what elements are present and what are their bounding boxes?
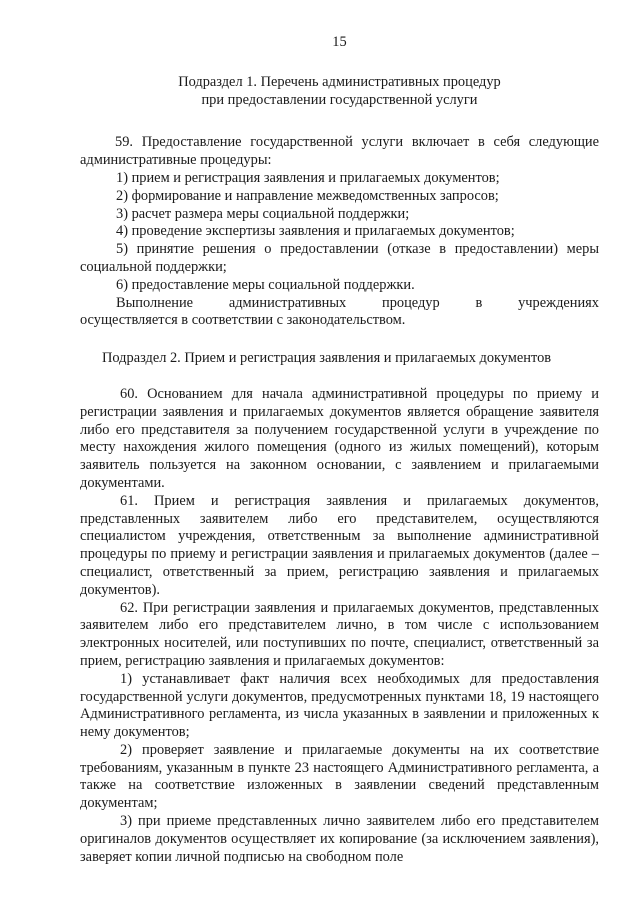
procedure-item-6: 6) предоставление меры социальной поддержки. bbox=[116, 276, 415, 293]
paragraph-62-intro: 62. При регистрации заявления и прилагаемых документов, представленных заявителем либо его представителем лично, в том числе с использованием электронных носителей, или поступивших по почте, специалист, ответственный за прием, регистрацию заявления и прилагаемых документов: bbox=[80, 599, 599, 669]
subsection-1-title-line-2: при предоставлении государственной услуги bbox=[201, 91, 478, 108]
paragraph-59-closing-line-1: Выполнение административных процедур в учреждениях bbox=[116, 294, 599, 311]
paragraph-61: 61. Прием и регистрация заявления и прилагаемых документов, представленных заявителем либо его представителем, осуществляются специалистом учреждения, ответственным за выполнение административной процедуры по приему и регистрации заявления и прилагаемых документов (далее – специалист, ответственный за прием, регистрацию заявления и прилагаемых документов). bbox=[80, 492, 599, 598]
procedure-item-4: 4) проведение экспертизы заявления и прилагаемых документов; bbox=[116, 223, 515, 240]
procedure-item-3: 3) расчет размера меры социальной поддержки; bbox=[116, 205, 410, 222]
subsection-1-title bbox=[80, 74, 599, 110]
page-number: 15 bbox=[332, 34, 347, 50]
procedure-item-1: 1) прием и регистрация заявления и прилагаемых документов; bbox=[116, 169, 500, 186]
procedure-item-5: 5) принятие решения о предоставлении (отказе в предоставлении) меры социальной поддержки; bbox=[80, 241, 599, 275]
check-item-1: 1) устанавливает факт наличия всех необходимых для предоставления государственной услуги документов, предусмотренных пунктами 18, 19 настоящего Административного регламента, из числа указанных в заявлении и приложенных к нему документов; bbox=[80, 670, 599, 741]
paragraph-60: 60. Основанием для начала административной процедуры по приему и регистрации заявления и прилагаемых документов является обращение заявителя либо его представителя за получением государственной услуги в учреждение по месту нахождения жилого помещения (одного из жилых помещений), которым заявитель пользуется на законном основании, с заявлением и прилагаемыми документами. bbox=[80, 385, 599, 491]
subsection-2-title: Подраздел 2. Прием и регистрация заявления и прилагаемых документов bbox=[102, 350, 552, 367]
subsection-1-title-line-1: Подраздел 1. Перечень административных процедур bbox=[178, 73, 501, 90]
procedure-item-2: 2) формирование и направление межведомственных запросов; bbox=[116, 187, 499, 204]
paragraph-59-intro: 59. Предоставление государственной услуги включает в себя следующие административные процедуры: bbox=[80, 134, 599, 169]
paragraph-59-closing-line-2: осуществляется в соответствии с законодательством. bbox=[80, 312, 406, 329]
check-item-3: 3) при приеме представленных лично заявителем либо его представителем оригиналов документов осуществляет их копирование (за исключением заявления), заверяет копии личной подписью на свободном поле bbox=[80, 813, 599, 865]
check-item-2: 2) проверяет заявление и прилагаемые документы на их соответствие требованиям, указанным в пункте 23 настоящего Административного регламента, а также на соответствие изложенных в заявлении сведений представленным документам; bbox=[80, 741, 599, 812]
